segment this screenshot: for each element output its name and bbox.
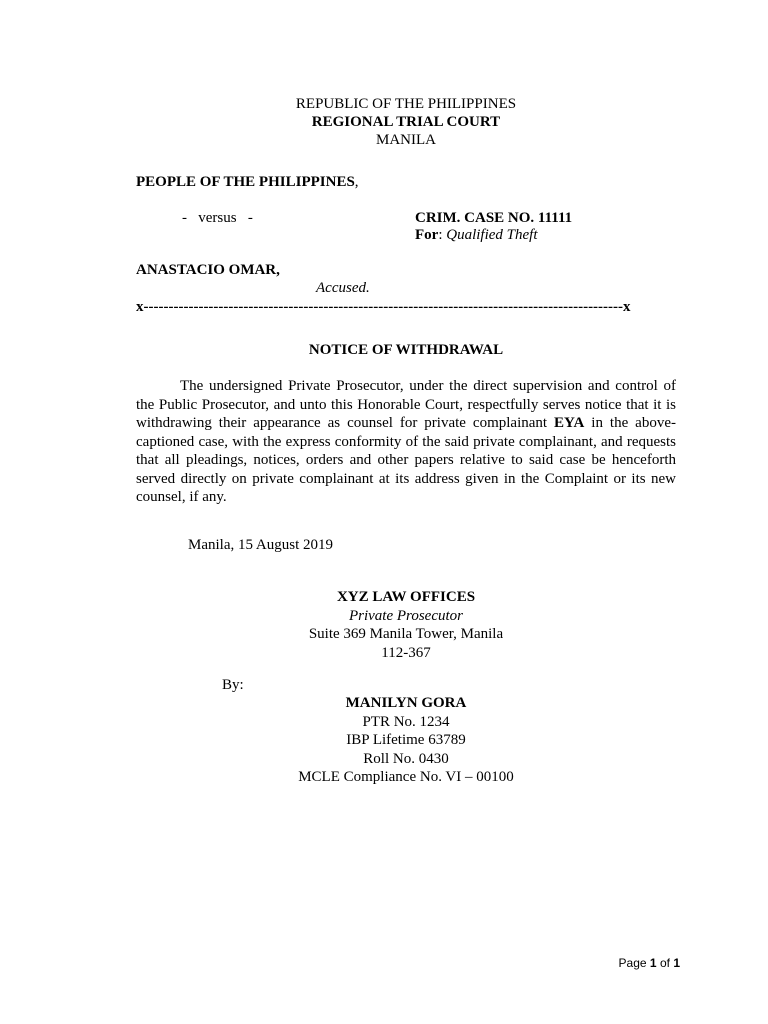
- signatory-roll: Roll No. 0430: [363, 750, 449, 767]
- for-label: For: [415, 227, 439, 243]
- court-header: [136, 95, 676, 149]
- offense-name: Qualified Theft: [446, 227, 538, 243]
- signatory-name: MANILYN GORA: [345, 695, 467, 711]
- complainant-name: EYA: [554, 415, 585, 431]
- header-court: REGIONAL TRIAL COURT: [311, 114, 501, 130]
- firm-name: XYZ LAW OFFICES: [336, 589, 476, 605]
- signatory-ibp: IBP Lifetime 63789: [346, 732, 466, 748]
- footer-page-current: 1: [649, 956, 657, 970]
- body-text-part2: in the above-captioned case, with the express conformity of the said private complainant, and requests that all pleadings, notices, orders and other papers relative to said case be henceforth served directly on private complainant at its address given in the Complaint or its new counsel, if any.: [136, 415, 676, 505]
- plaintiff-text: PEOPLE OF THE PHILIPPINES: [136, 174, 355, 190]
- firm-block: [236, 588, 576, 662]
- body-text-part1: The undersigned Private Prosecutor, under the direct supervision and control of the Public Prosecutor, and unto this Honorable Court, respectfully serves notice that it is withdrawing their appearance as counsel for private complainant: [136, 378, 676, 431]
- firm-role: Private Prosecutor: [348, 607, 463, 624]
- footer-page-total: 1: [673, 956, 680, 970]
- footer-page-of: of: [659, 956, 670, 970]
- by-label: By:: [222, 677, 244, 693]
- firm-address: Suite 369 Manila Tower, Manila: [308, 626, 504, 642]
- accused-name: ANASTACIO OMAR,: [136, 262, 280, 278]
- plaintiff-comma: ,: [354, 174, 359, 190]
- for-colon: :: [438, 227, 447, 243]
- footer-page-label: Page: [618, 956, 647, 970]
- page-footer: [619, 956, 680, 970]
- caption-divider: x------------------------------------------------------------------------------------------------x: [136, 299, 631, 315]
- signatory-block: [236, 694, 576, 787]
- accused-label: Accused.: [316, 280, 370, 296]
- versus-label: - versus -: [182, 210, 253, 226]
- plaintiff-name: [136, 174, 359, 191]
- signatory-mcle: MCLE Compliance No. VI – 00100: [298, 769, 514, 785]
- header-republic: REPUBLIC OF THE PHILIPPINES: [295, 96, 517, 112]
- firm-phone: 112-367: [381, 644, 431, 661]
- document-title: NOTICE OF WITHDRAWAL: [308, 342, 504, 358]
- body-paragraph: [136, 377, 676, 507]
- case-number: CRIM. CASE NO. 11111: [415, 210, 573, 226]
- header-city: MANILA: [376, 132, 436, 148]
- signatory-ptr: PTR No. 1234: [362, 713, 450, 730]
- date-line: Manila, 15 August 2019: [188, 537, 333, 553]
- offense-line: [415, 227, 538, 244]
